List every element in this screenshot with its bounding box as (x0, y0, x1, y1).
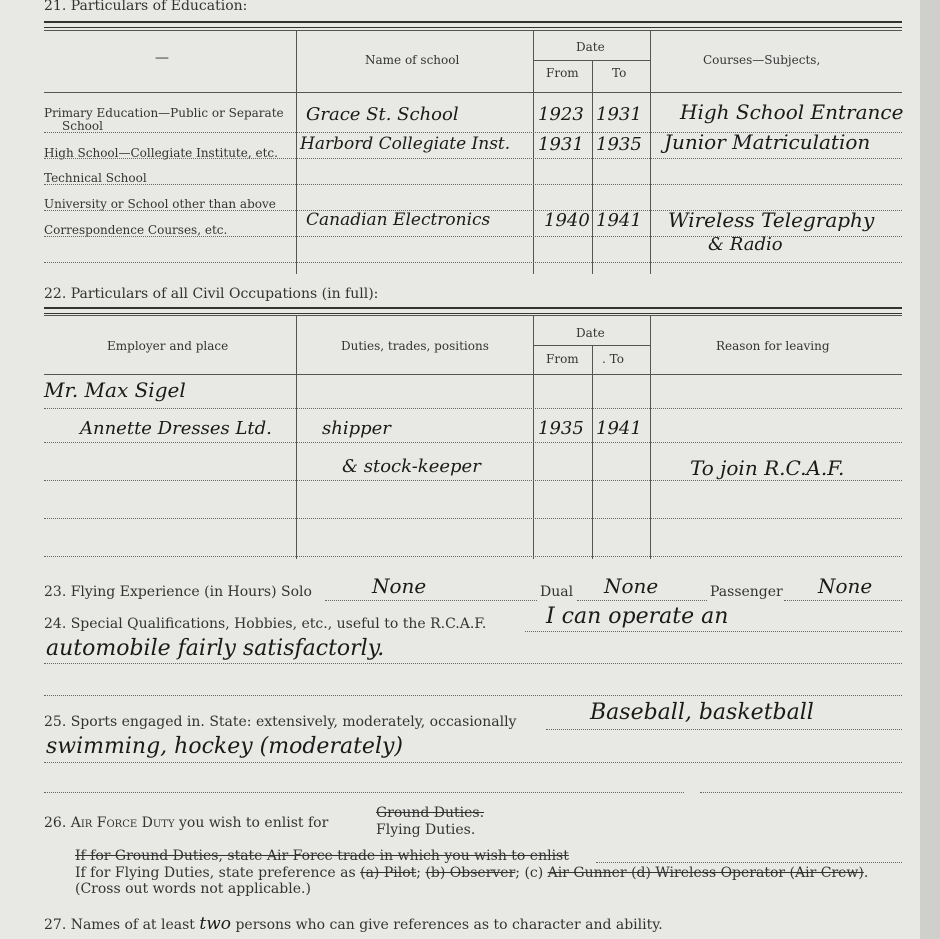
references-label: 27. Names of at least two persons who can give references as to character and ability. (44, 914, 663, 934)
flying-duties-option: Flying Duties. (376, 822, 476, 838)
divider (296, 30, 297, 274)
correspondence-name: Canadian Electronics (306, 210, 491, 230)
col-date-22: Date (576, 326, 605, 340)
occupation-to: 1941 (596, 418, 642, 439)
employer-name: Mr. Max Sigel (44, 378, 186, 402)
divider (650, 315, 651, 559)
dual-hours: None (604, 574, 659, 598)
fill-line (700, 792, 902, 793)
primary-from: 1923 (538, 104, 584, 125)
dash-header: — (155, 50, 169, 66)
primary-school-name: Grace St. School (306, 104, 459, 125)
cross-out-note: (Cross out words not applicable.) (75, 881, 311, 897)
divider (533, 315, 534, 559)
col-name-of-school: Name of school (365, 53, 460, 67)
divider (44, 374, 902, 375)
col-courses: Courses—Subjects, (703, 53, 821, 67)
row-line (44, 158, 902, 159)
sports-line-2: swimming, hockey (moderately) (46, 734, 403, 759)
duty-line-1: shipper (322, 418, 391, 439)
divider (592, 345, 593, 559)
flying-experience-label: 23. Flying Experience (in Hours) Solo (44, 584, 312, 600)
row-line (44, 408, 902, 409)
qualifications-line-1: I can operate an (546, 604, 729, 629)
passenger-label: Passenger (710, 584, 783, 600)
divider (44, 315, 902, 316)
divider (533, 30, 534, 274)
row-line (44, 556, 902, 557)
divider (44, 21, 902, 28)
employer-company: Annette Dresses Ltd. (80, 418, 272, 439)
divider (592, 60, 593, 274)
fill-line (44, 663, 902, 664)
row-technical-label: Technical School (44, 171, 147, 185)
solo-hours: None (372, 574, 427, 598)
col-from-22: From (546, 352, 579, 366)
references-count: two (199, 914, 231, 934)
qualifications-line-2: automobile fairly satisfactorly. (46, 636, 385, 661)
sports-line-1: Baseball, basketball (590, 700, 814, 725)
reason-for-leaving: To join R.C.A.F. (690, 456, 845, 480)
special-qualifications-label: 24. Special Qualifications, Hobbies, etc., useful to the R.C.A.F. (44, 616, 487, 632)
row-line (44, 184, 902, 185)
row-highschool-label: High School—Collegiate Institute, etc. (44, 146, 278, 160)
fill-line (44, 792, 684, 793)
fill-line (525, 631, 902, 632)
row-correspondence-label: Correspondence Courses, etc. (44, 223, 228, 237)
row-line (44, 480, 902, 481)
primary-to: 1931 (596, 104, 642, 125)
row-primary-label-2: School (62, 119, 103, 133)
highschool-to: 1935 (596, 134, 642, 155)
col-duties: Duties, trades, positions (341, 339, 489, 353)
col-date: Date (576, 40, 605, 54)
row-primary-label: Primary Education—Public or Separate (44, 106, 284, 120)
divider (44, 92, 902, 93)
page-edge (920, 0, 940, 939)
occupation-from: 1935 (538, 418, 584, 439)
ground-duties-trade-line: If for Ground Duties, state Air Force trade in which you wish to enlist (75, 848, 569, 864)
col-to: To (612, 66, 627, 80)
correspondence-to: 1941 (596, 210, 642, 231)
divider (296, 315, 297, 559)
row-line (44, 518, 902, 519)
highschool-course: Junior Matriculation (664, 130, 871, 154)
section-21-title: 21. Particulars of Education: (44, 0, 248, 14)
air-force-duty-label: 26. Air Force Duty you wish to enlist for (44, 815, 329, 831)
sports-label: 25. Sports engaged in. State: extensively, moderately, occasionally (44, 714, 517, 730)
fill-line (325, 600, 537, 601)
divider (44, 307, 902, 314)
fill-line (44, 695, 902, 696)
correspondence-course-2: & Radio (708, 234, 783, 255)
row-line (44, 442, 902, 443)
row-university-label: University or School other than above (44, 197, 276, 211)
col-from: From (546, 66, 579, 80)
highschool-name: Harbord Collegiate Inst. (300, 134, 511, 154)
col-reason: Reason for leaving (716, 339, 830, 353)
row-line (44, 262, 902, 263)
col-employer: Employer and place (107, 339, 229, 353)
correspondence-from: 1940 (544, 210, 590, 231)
fill-line (596, 862, 902, 863)
fill-line (577, 600, 707, 601)
correspondence-course: Wireless Telegraphy (668, 208, 875, 232)
fill-line (546, 729, 902, 730)
ground-duties-option: Ground Duties. (376, 805, 485, 821)
section-22-title: 22. Particulars of all Civil Occupations (in full): (44, 286, 379, 302)
fill-line (784, 600, 902, 601)
col-to-22: . To (602, 352, 624, 366)
divider (650, 30, 651, 274)
dual-label: Dual (540, 584, 574, 600)
fill-line (44, 762, 902, 763)
primary-course: High School Entrance (680, 100, 904, 124)
divider (44, 30, 902, 31)
duty-line-2: & stock-keeper (342, 456, 481, 477)
flying-duties-preference-line: If for Flying Duties, state preference as (a) Pilot; (b) Observer; (c) Air Gunner (d) Wireless Operator (Air Crew). (75, 865, 869, 881)
passenger-hours: None (818, 574, 873, 598)
highschool-from: 1931 (538, 134, 584, 155)
